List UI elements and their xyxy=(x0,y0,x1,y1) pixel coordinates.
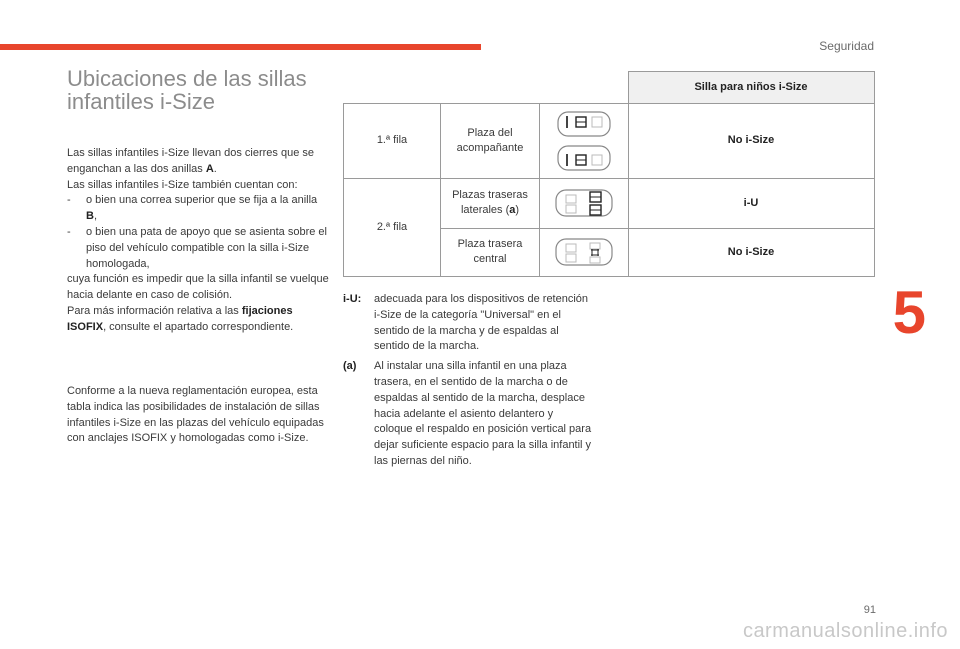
place-rear-sides: Plazas traseras laterales (a) xyxy=(441,178,540,228)
result-rear-center: No i-Size xyxy=(628,228,874,276)
intro-text xyxy=(67,146,329,336)
table-notes xyxy=(343,292,593,474)
intro-p3: cuya función es impedir que la silla infantil se vuelque hacia delante en caso de colisión. xyxy=(67,273,329,302)
row-label-1: 1.ª fila xyxy=(344,103,441,178)
chapter-number: 5 xyxy=(892,279,926,346)
intro-p4: Para más información relativa a las fijaciones ISOFIX, consulte el apartado correspondiente. xyxy=(67,304,294,333)
table-header: Silla para niños i-Size xyxy=(628,72,874,104)
intro-dash-2: - o bien una pata de apoyo que se asienta sobre el piso del vehículo compatible con la silla i-Size homologada, xyxy=(67,225,327,270)
car-rear-center-icon xyxy=(540,228,629,276)
car-front-seat-icon xyxy=(540,103,629,178)
note-iu: i-U: adecuada para los dispositivos de retención i-Size de la categoría "Universal" en el sentido de la marcha y de espaldas al sentido de la marcha. xyxy=(343,293,589,353)
note-a: (a) Al instalar una silla infantil en una plaza trasera, en el sentido de la marcha o de espaldas al sentido de la marcha, desplace hacia adelante el asiento delantero y coloque el respaldo en posición vertical para dejar suficiente espacio para la silla infantil y las piernas del niño. xyxy=(343,360,592,467)
page-number: 91 xyxy=(863,604,876,616)
seat-table xyxy=(343,71,875,277)
intro-dash-1: - o bien una correa superior que se fija a la anilla B, xyxy=(67,194,318,223)
page-title xyxy=(67,67,337,113)
car-rear-sides-icon xyxy=(540,178,629,228)
accent-bar xyxy=(0,44,481,50)
place-passenger: Plaza del acompañante xyxy=(441,103,540,178)
title-line-2: infantiles i-Size xyxy=(67,89,215,114)
intro-p2: Las sillas infantiles i-Size también cuentan con: xyxy=(67,178,298,191)
row-label-2: 2.ª fila xyxy=(344,178,441,276)
intro-p5: Conforme a la nueva reglamentación europea, esta tabla indica las posibilidades de instalación de sillas infantiles i-Size en las plazas del vehículo equipadas con anclajes ISOFIX y homologadas como i-Size. xyxy=(67,385,324,445)
result-passenger: No i-Size xyxy=(628,103,874,178)
intro-p1: Las sillas infantiles i-Size llevan dos cierres que se enganchan a las dos anillas A. xyxy=(67,147,315,175)
section-name: Seguridad xyxy=(819,39,874,53)
watermark: carmanualsonline.info xyxy=(742,620,948,642)
title-line-1: Ubicaciones de las sillas xyxy=(67,66,307,91)
place-rear-center: Plaza trasera central xyxy=(441,228,540,276)
result-rear-sides: i-U xyxy=(628,178,874,228)
